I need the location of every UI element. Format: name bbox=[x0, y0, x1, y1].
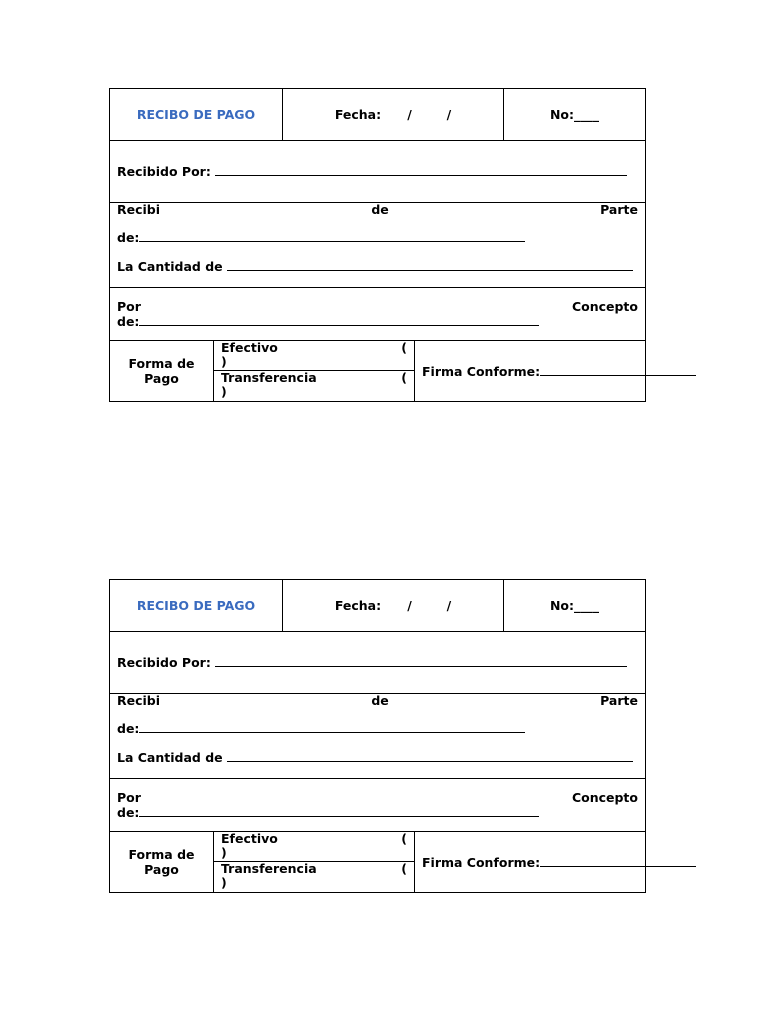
date-separator: / bbox=[407, 598, 412, 613]
received-by-line bbox=[215, 655, 627, 667]
amount-label: La Cantidad de bbox=[117, 750, 223, 765]
transfer-label: Transferencia bbox=[221, 861, 317, 876]
payment-method-label-line1: Forma de bbox=[128, 847, 195, 862]
concept-line bbox=[139, 314, 539, 326]
receipt-number-field[interactable]: No:____ bbox=[504, 580, 646, 632]
signature-field[interactable] bbox=[415, 832, 646, 893]
amount-field[interactable] bbox=[110, 259, 645, 274]
received-by-line bbox=[215, 164, 627, 176]
receipt-form bbox=[109, 579, 646, 893]
received-by-label: Recibido Por: bbox=[117, 655, 211, 670]
payer-label: de: bbox=[117, 230, 140, 245]
signature-line bbox=[540, 364, 696, 376]
cash-checkbox-open: ( bbox=[401, 340, 407, 355]
concept-field[interactable] bbox=[110, 779, 646, 832]
payment-method-label bbox=[110, 341, 214, 402]
transfer-checkbox-close: ) bbox=[221, 875, 227, 890]
transfer-checkbox-open: ( bbox=[401, 861, 407, 876]
de-word: de bbox=[371, 693, 389, 708]
amount-label: La Cantidad de bbox=[117, 259, 223, 274]
cash-checkbox-close: ) bbox=[221, 354, 227, 369]
receipt-form bbox=[109, 88, 646, 402]
de-word: de bbox=[371, 202, 389, 217]
concept-line bbox=[139, 805, 539, 817]
receipt-title: RECIBO DE PAGO bbox=[110, 89, 283, 141]
signature-label: Firma Conforme: bbox=[422, 854, 541, 870]
cash-option[interactable] bbox=[214, 832, 415, 862]
amount-field[interactable] bbox=[110, 750, 645, 765]
payer-amount-block bbox=[110, 694, 646, 779]
received-by-field[interactable] bbox=[110, 141, 646, 203]
payer-amount-block bbox=[110, 203, 646, 288]
signature-label: Firma Conforme: bbox=[422, 363, 541, 379]
received-by-label: Recibido Por: bbox=[117, 164, 211, 179]
signature-field[interactable] bbox=[415, 341, 646, 402]
payment-method-label-line2: Pago bbox=[144, 862, 179, 877]
payer-field[interactable] bbox=[110, 230, 645, 245]
recibi-word: Recibi bbox=[117, 693, 161, 708]
date-field[interactable] bbox=[283, 89, 504, 141]
cash-label: Efectivo bbox=[221, 831, 278, 846]
payment-method-label-line1: Forma de bbox=[128, 356, 195, 371]
por-word: Por bbox=[117, 298, 141, 314]
por-word: Por bbox=[117, 789, 141, 805]
cash-checkbox-open: ( bbox=[401, 831, 407, 846]
parte-word: Parte bbox=[600, 202, 638, 217]
transfer-checkbox-open: ( bbox=[401, 370, 407, 385]
receipt-number-field[interactable]: No:____ bbox=[504, 89, 646, 141]
cash-checkbox-close: ) bbox=[221, 845, 227, 860]
transfer-label: Transferencia bbox=[221, 370, 317, 385]
concept-field[interactable] bbox=[110, 288, 646, 341]
payment-method-label bbox=[110, 832, 214, 893]
date-label: Fecha: bbox=[334, 107, 382, 122]
payer-line bbox=[139, 230, 525, 242]
concepto-word: Concepto bbox=[571, 298, 638, 314]
date-separator: / bbox=[446, 107, 452, 122]
cash-option[interactable] bbox=[214, 341, 415, 371]
received-by-field[interactable] bbox=[110, 632, 646, 694]
date-separator: / bbox=[446, 598, 452, 613]
date-field[interactable] bbox=[283, 580, 504, 632]
concept-label: de: bbox=[117, 804, 140, 820]
amount-line bbox=[227, 750, 633, 762]
cash-label: Efectivo bbox=[221, 340, 278, 355]
recibi-word: Recibi bbox=[117, 202, 161, 217]
concepto-word: Concepto bbox=[571, 789, 638, 805]
transfer-option[interactable] bbox=[214, 862, 415, 893]
concept-label: de: bbox=[117, 313, 140, 329]
date-label: Fecha: bbox=[334, 598, 382, 613]
date-separator: / bbox=[407, 107, 412, 122]
receipt-title: RECIBO DE PAGO bbox=[110, 580, 283, 632]
payment-method-label-line2: Pago bbox=[144, 371, 179, 386]
payer-line bbox=[139, 721, 525, 733]
transfer-checkbox-close: ) bbox=[221, 384, 227, 399]
payer-label: de: bbox=[117, 721, 140, 736]
signature-line bbox=[540, 855, 696, 867]
amount-line bbox=[227, 259, 633, 271]
transfer-option[interactable] bbox=[214, 371, 415, 402]
payer-field[interactable] bbox=[110, 721, 645, 736]
parte-word: Parte bbox=[600, 693, 638, 708]
